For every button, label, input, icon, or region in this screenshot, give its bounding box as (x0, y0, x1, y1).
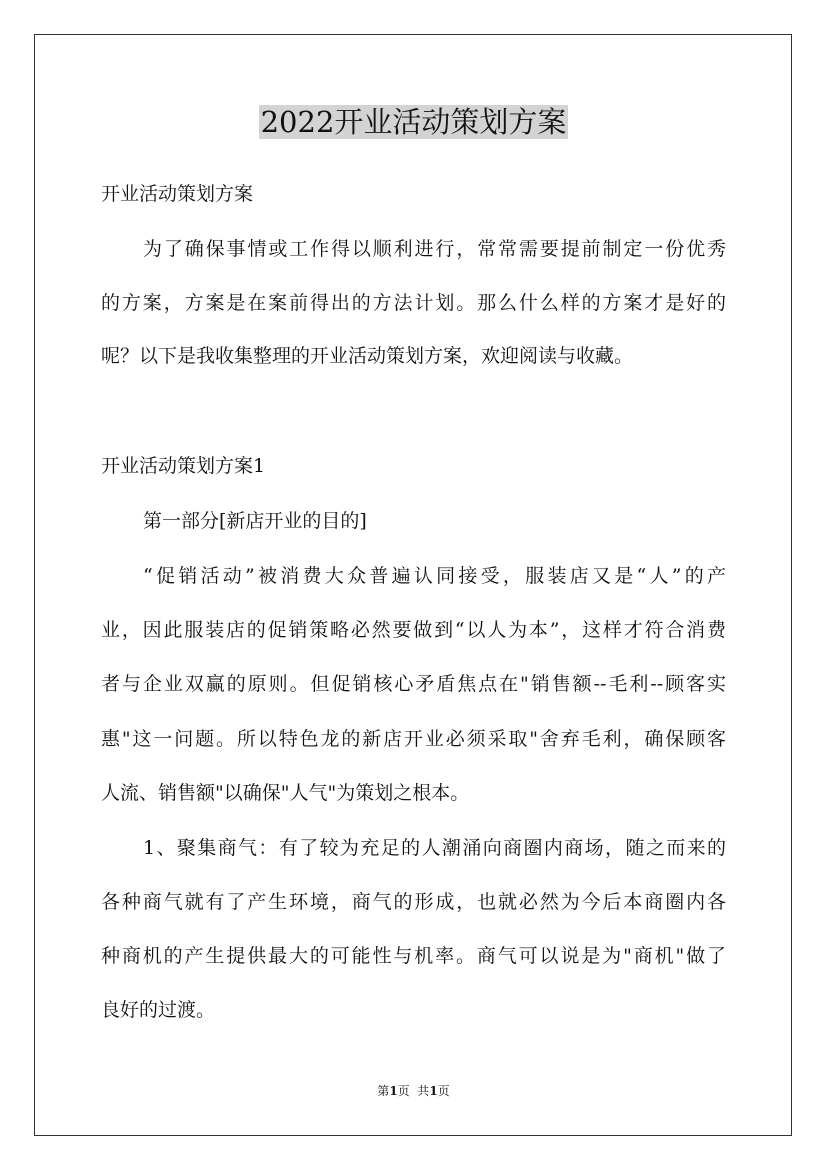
paragraph-line: 人流、销售额"以确保"人气"为策划之根本。 (101, 782, 470, 804)
paragraph-line: “促销活动”被消费大众普遍认同接受，服装店又是“人”的产 (143, 565, 726, 587)
paragraph-line: 惠"这一问题。所以特色龙的新店开业必须采取"舍弃毛利，确保顾客 (101, 728, 726, 750)
section-heading: 开业活动策划方案 (101, 183, 254, 205)
paragraph-line: 各种商气就有了产生环境，商气的形成，也就必然为今后本商圈内各 (101, 891, 726, 913)
document-title-text: 2022开业活动策划方案 (260, 105, 567, 139)
footer-page-prefix: 第 (377, 1084, 390, 1098)
paragraph-line: 为了确保事情或工作得以顺利进行，常常需要提前制定一份优秀 (143, 238, 726, 260)
footer-page-total: 1 (429, 1084, 438, 1098)
paragraph-line: 业，因此服装店的促销策略必然要做到“以人为本”，这样才符合消费 (101, 619, 726, 641)
subsection-heading: 第一部分[新店开业的目的] (143, 510, 367, 532)
footer-page-number: 1 (389, 1084, 398, 1098)
document-title (0, 102, 827, 142)
page-footer (0, 1083, 827, 1099)
paragraph-line: 1、聚集商气：有了较为充足的人潮涌向商圈内商场，随之而来的 (143, 837, 726, 859)
paragraph-line: 的方案，方案是在案前得出的方法计划。那么什么样的方案才是好的 (101, 292, 726, 314)
footer-page-mid: 页 共 (397, 1084, 430, 1098)
paragraph-line: 良好的过渡。 (101, 999, 216, 1021)
paragraph-line: 呢？以下是我收集整理的开业活动策划方案，欢迎阅读与收藏。 (101, 345, 634, 367)
section-heading: 开业活动策划方案1 (101, 455, 266, 477)
footer-page-suffix: 页 (437, 1084, 450, 1098)
paragraph-line: 种商机的产生提供最大的可能性与机率。商气可以说是为"商机"做了 (101, 945, 726, 967)
paragraph-line: 者与企业双赢的原则。但促销核心矛盾焦点在"销售额--毛利--顾客实 (101, 673, 726, 695)
